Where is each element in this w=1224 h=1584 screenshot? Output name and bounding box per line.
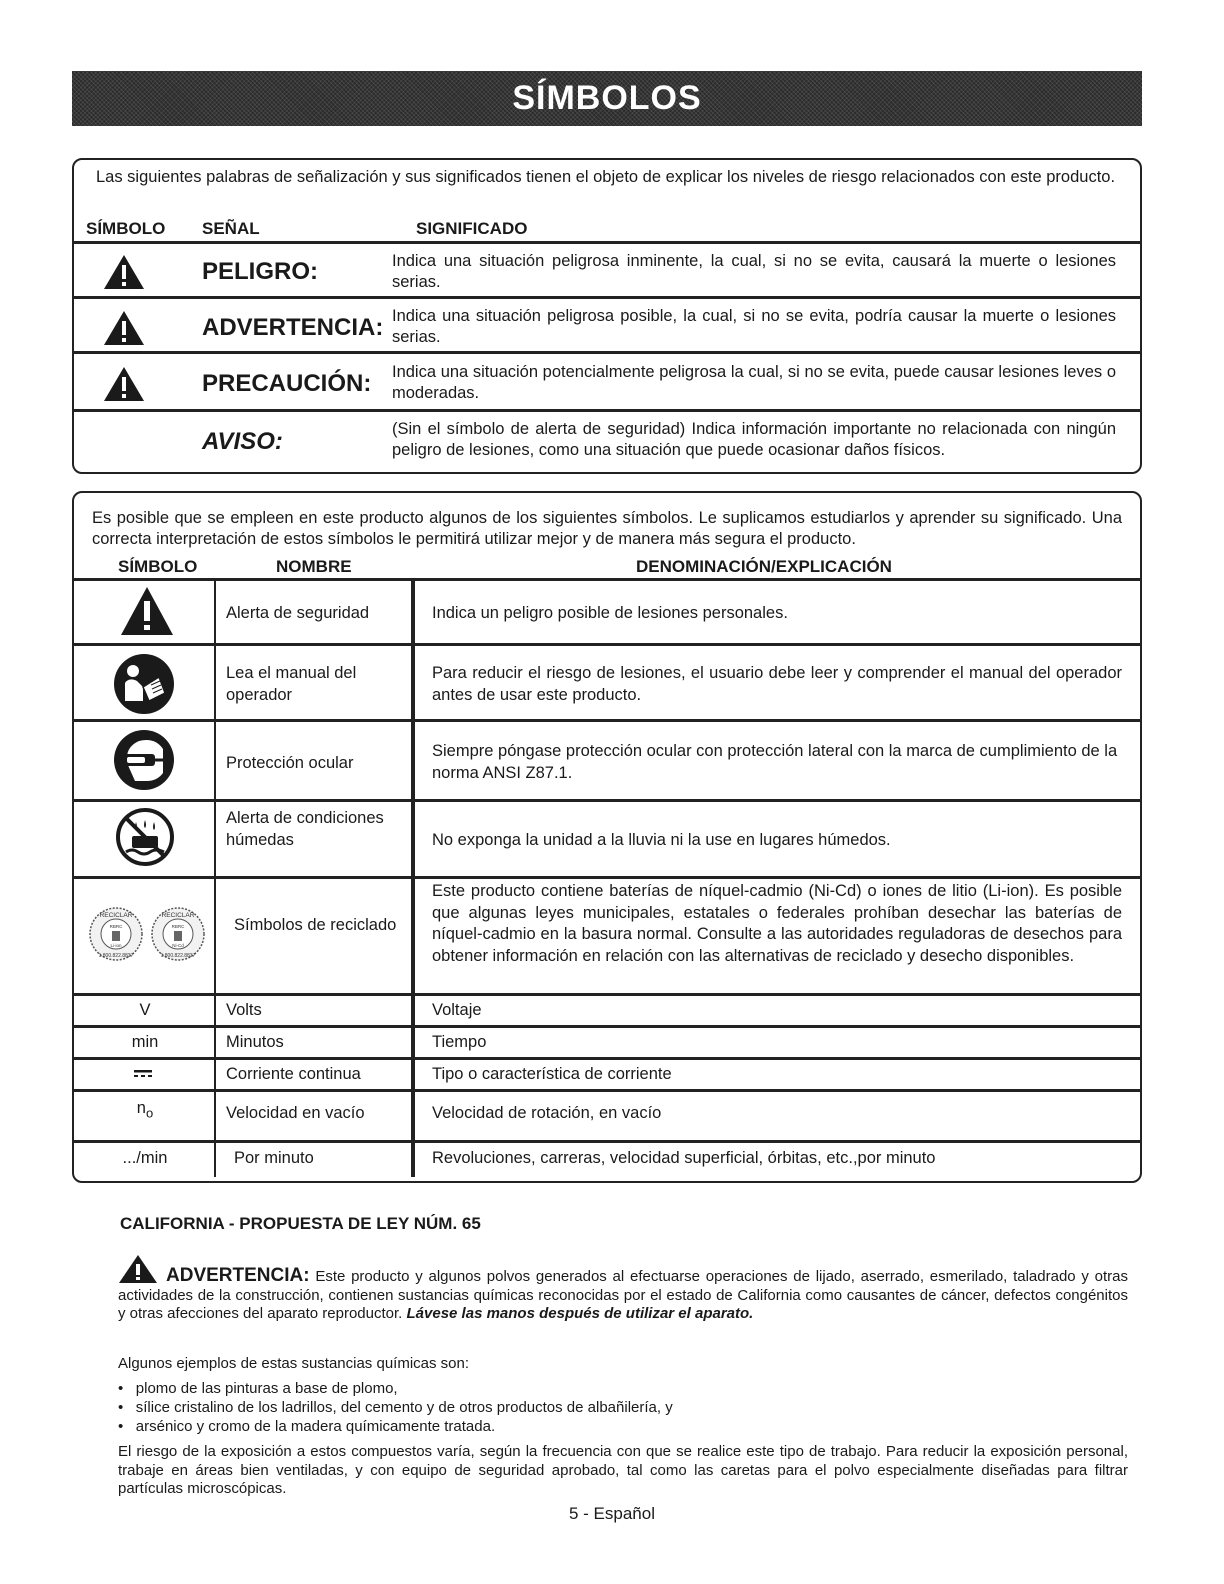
table-rule <box>74 1140 1140 1143</box>
recycle-seal-icon <box>150 906 206 962</box>
seal-text-chem: Li-ion <box>110 943 122 948</box>
list-item: • sílice cristalino de los ladrillos, del cemento y de otros productos de albañilería, y <box>118 1399 673 1416</box>
table-rule <box>74 799 1140 802</box>
table-rule <box>74 876 1140 879</box>
signal-row-divider <box>74 351 1140 354</box>
signal-row-divider <box>74 241 1140 244</box>
closing-paragraph: El riesgo de la exposición a estos compuestos varía, según la frecuencia con que se realice este tipo de trabajo. Para reducir la exposición personal, trabaje en áreas bien ventiladas, y con equipo de seguridad aprobado, tal como las caretas para el polvo especialmente diseñadas para filtrar partículas microscópicas. <box>118 1443 1128 1497</box>
symbol-name: Volts <box>226 1001 262 1019</box>
danger-alert-icon <box>102 253 146 291</box>
signal-row-divider <box>74 296 1140 299</box>
seal-text-phone: 1.800.822.8837 <box>160 953 196 959</box>
prop65-warning <box>118 1267 1128 1324</box>
page-footer: 5 - Español <box>569 1504 655 1523</box>
warning-alert-icon <box>102 309 146 347</box>
wet-conditions-icon <box>116 808 174 866</box>
table-rule <box>74 1057 1140 1060</box>
table-rule <box>74 578 1140 581</box>
symbol-explanation: Velocidad de rotación, en vacío <box>432 1104 662 1122</box>
header-signal: SEÑAL <box>202 219 260 238</box>
symbol-name: Minutos <box>226 1033 284 1051</box>
symbol-name: Lea el manual del operador <box>226 664 357 704</box>
list-item: • arsénico y cromo de la madera químicamente tratada. <box>118 1418 496 1435</box>
signal-word-advertencia: ADVERTENCIA: <box>202 314 384 341</box>
list-item-text: sílice cristalino de los ladrillos, del cemento y de otros productos de albañilería, y <box>135 1399 673 1416</box>
signal-meaning-precaucion: Indica una situación potencialmente peligrosa la cual, si no se evita, puede causar lesiones leves o moderadas. <box>392 363 1116 402</box>
list-item-text: arsénico y cromo de la madera químicamente tratada. <box>135 1418 496 1435</box>
header-symbol: SÍMBOLO <box>86 219 166 238</box>
seal-text-top: RECICLAR <box>99 912 133 919</box>
header-meaning: SIGNIFICADO <box>416 219 528 238</box>
table-col-rule <box>411 578 415 1177</box>
caution-alert-icon <box>102 365 146 403</box>
symbol-name: Alerta de seguridad <box>226 604 370 622</box>
warning-word: ADVERTENCIA: <box>166 1265 310 1286</box>
signal-word-peligro: PELIGRO: <box>202 258 319 285</box>
symbol-name: Alerta de condiciones húmedas <box>226 809 384 849</box>
seal-text-rbrc: RBRC <box>109 924 123 929</box>
table-rule <box>74 643 1140 646</box>
symbol-name: Símbolos de reciclado <box>234 916 397 934</box>
signal-row-divider <box>74 409 1140 412</box>
symbol-explanation: Indica un peligro posible de lesiones personales. <box>432 604 788 622</box>
table-rule <box>74 1025 1140 1028</box>
symbol-text: min <box>131 1033 159 1051</box>
warning-text: Este producto y algunos polvos generados al efectuarse operaciones de lijado, aserrado, esmerilado, taladrado y otras actividades de la construcción, contienen sustancias químicas reconocidas por el estado de California como causantes de cáncer, defectos congénitos y otras afecciones del aparato reproductor. <box>118 1268 1128 1322</box>
header-name: NOMBRE <box>276 557 352 576</box>
symbol-name: Por minuto <box>234 1149 314 1167</box>
symbol-explanation: No exponga la unidad a la lluvia ni la use en lugares húmedos. <box>432 831 891 849</box>
seal-text-phone: 1.800.822.8837 <box>98 953 134 959</box>
warning-emphasis: Lávese las manos después de utilizar el aparato. <box>406 1305 754 1322</box>
symbol-name: Protección ocular <box>226 754 354 772</box>
eye-protection-icon <box>113 729 175 791</box>
symbol-explanation: Este producto contiene baterías de níquel-cadmio (Ni-Cd) o iones de litio (Li-ion). Es posible que algunas leyes municipales, estatales o federales prohíban desechar las baterías de níquel-cadmio en la basura normal. Consulte a las autoridades reguladoras de desechos para obtener información en relación con las alternativas de reciclado y desecho disponibles. <box>432 882 1122 965</box>
header-explanation: DENOMINACIÓN/EXPLICACIÓN <box>636 557 892 576</box>
symbol-name: Velocidad en vacío <box>226 1104 365 1122</box>
banner-title: SÍMBOLOS <box>512 79 702 117</box>
table-rule <box>74 1089 1140 1092</box>
seal-text-top: RECICLAR <box>161 912 195 919</box>
signal-word-aviso: AVISO: <box>202 428 283 455</box>
california-title: CALIFORNIA - PROPUESTA DE LEY NÚM. 65 <box>120 1214 481 1233</box>
signal-word-precaucion: PRECAUCIÓN: <box>202 370 372 397</box>
symbol-text: V <box>139 1001 151 1019</box>
symbol-text: n <box>136 1099 146 1117</box>
symbol-explanation: Tipo o característica de corriente <box>432 1065 672 1083</box>
safety-alert-icon <box>119 585 175 637</box>
symbol-explanation: Revoluciones, carreras, velocidad superficial, órbitas, etc.,por minuto <box>432 1149 936 1167</box>
symbol-subscript: o <box>145 1105 154 1121</box>
examples-intro: Algunos ejemplos de estas sustancias químicas son: <box>118 1355 470 1372</box>
signal-meaning-aviso: (Sin el símbolo de alerta de seguridad) Indica información importante no relacionada con ningún peligro de lesiones, como una situación que puede ocasionar daños físicos. <box>392 420 1116 459</box>
symbol-explanation: Tiempo <box>432 1033 487 1051</box>
seal-text-rbrc: RBRC <box>171 924 185 929</box>
recycle-seal-icon <box>88 906 144 962</box>
header-symbol: SÍMBOLO <box>118 557 198 576</box>
symbols-intro: Es posible que se empleen en este producto algunos de los siguientes símbolos. Le suplicamos estudiarlos y aprender su significado. Una correcta interpretación de estos símbolos le permitirá utilizar mejor y de manera más segura el producto. <box>92 509 1122 548</box>
symbol-explanation: Voltaje <box>432 1001 482 1019</box>
table-rule <box>74 993 1140 996</box>
signal-meaning-peligro: Indica una situación peligrosa inminente, la cual, si no se evita, causará la muerte o lesiones serias. <box>392 252 1116 291</box>
table-rule <box>74 719 1140 722</box>
signal-intro: Las siguientes palabras de señalización y sus significados tienen el objeto de explicar los niveles de riesgo relacionados con este producto. <box>96 168 1116 186</box>
list-item-text: plomo de las pinturas a base de plomo, <box>135 1380 398 1397</box>
seal-text-chem: Ni-Cd <box>172 943 184 948</box>
symbol-explanation: Siempre póngase protección ocular con protección lateral con la marca de cumplimiento de la norma ANSI Z87.1. <box>432 742 1118 782</box>
symbol-name: Corriente continua <box>226 1065 361 1083</box>
symbol-text: .../min <box>122 1149 168 1167</box>
list-item: • plomo de las pinturas a base de plomo, <box>118 1380 398 1397</box>
section-banner <box>72 71 1142 126</box>
direct-current-icon <box>133 1068 153 1080</box>
signal-meaning-advertencia: Indica una situación peligrosa posible, la cual, si no se evita, podría causar la muerte o lesiones serias. <box>392 307 1116 346</box>
table-col-rule <box>214 578 216 1177</box>
read-manual-icon <box>113 653 175 715</box>
no-load-speed-symbol <box>76 1098 214 1124</box>
symbol-explanation: Para reducir el riesgo de lesiones, el usuario debe leer y comprender el manual del operador antes de usar este producto. <box>432 664 1122 704</box>
